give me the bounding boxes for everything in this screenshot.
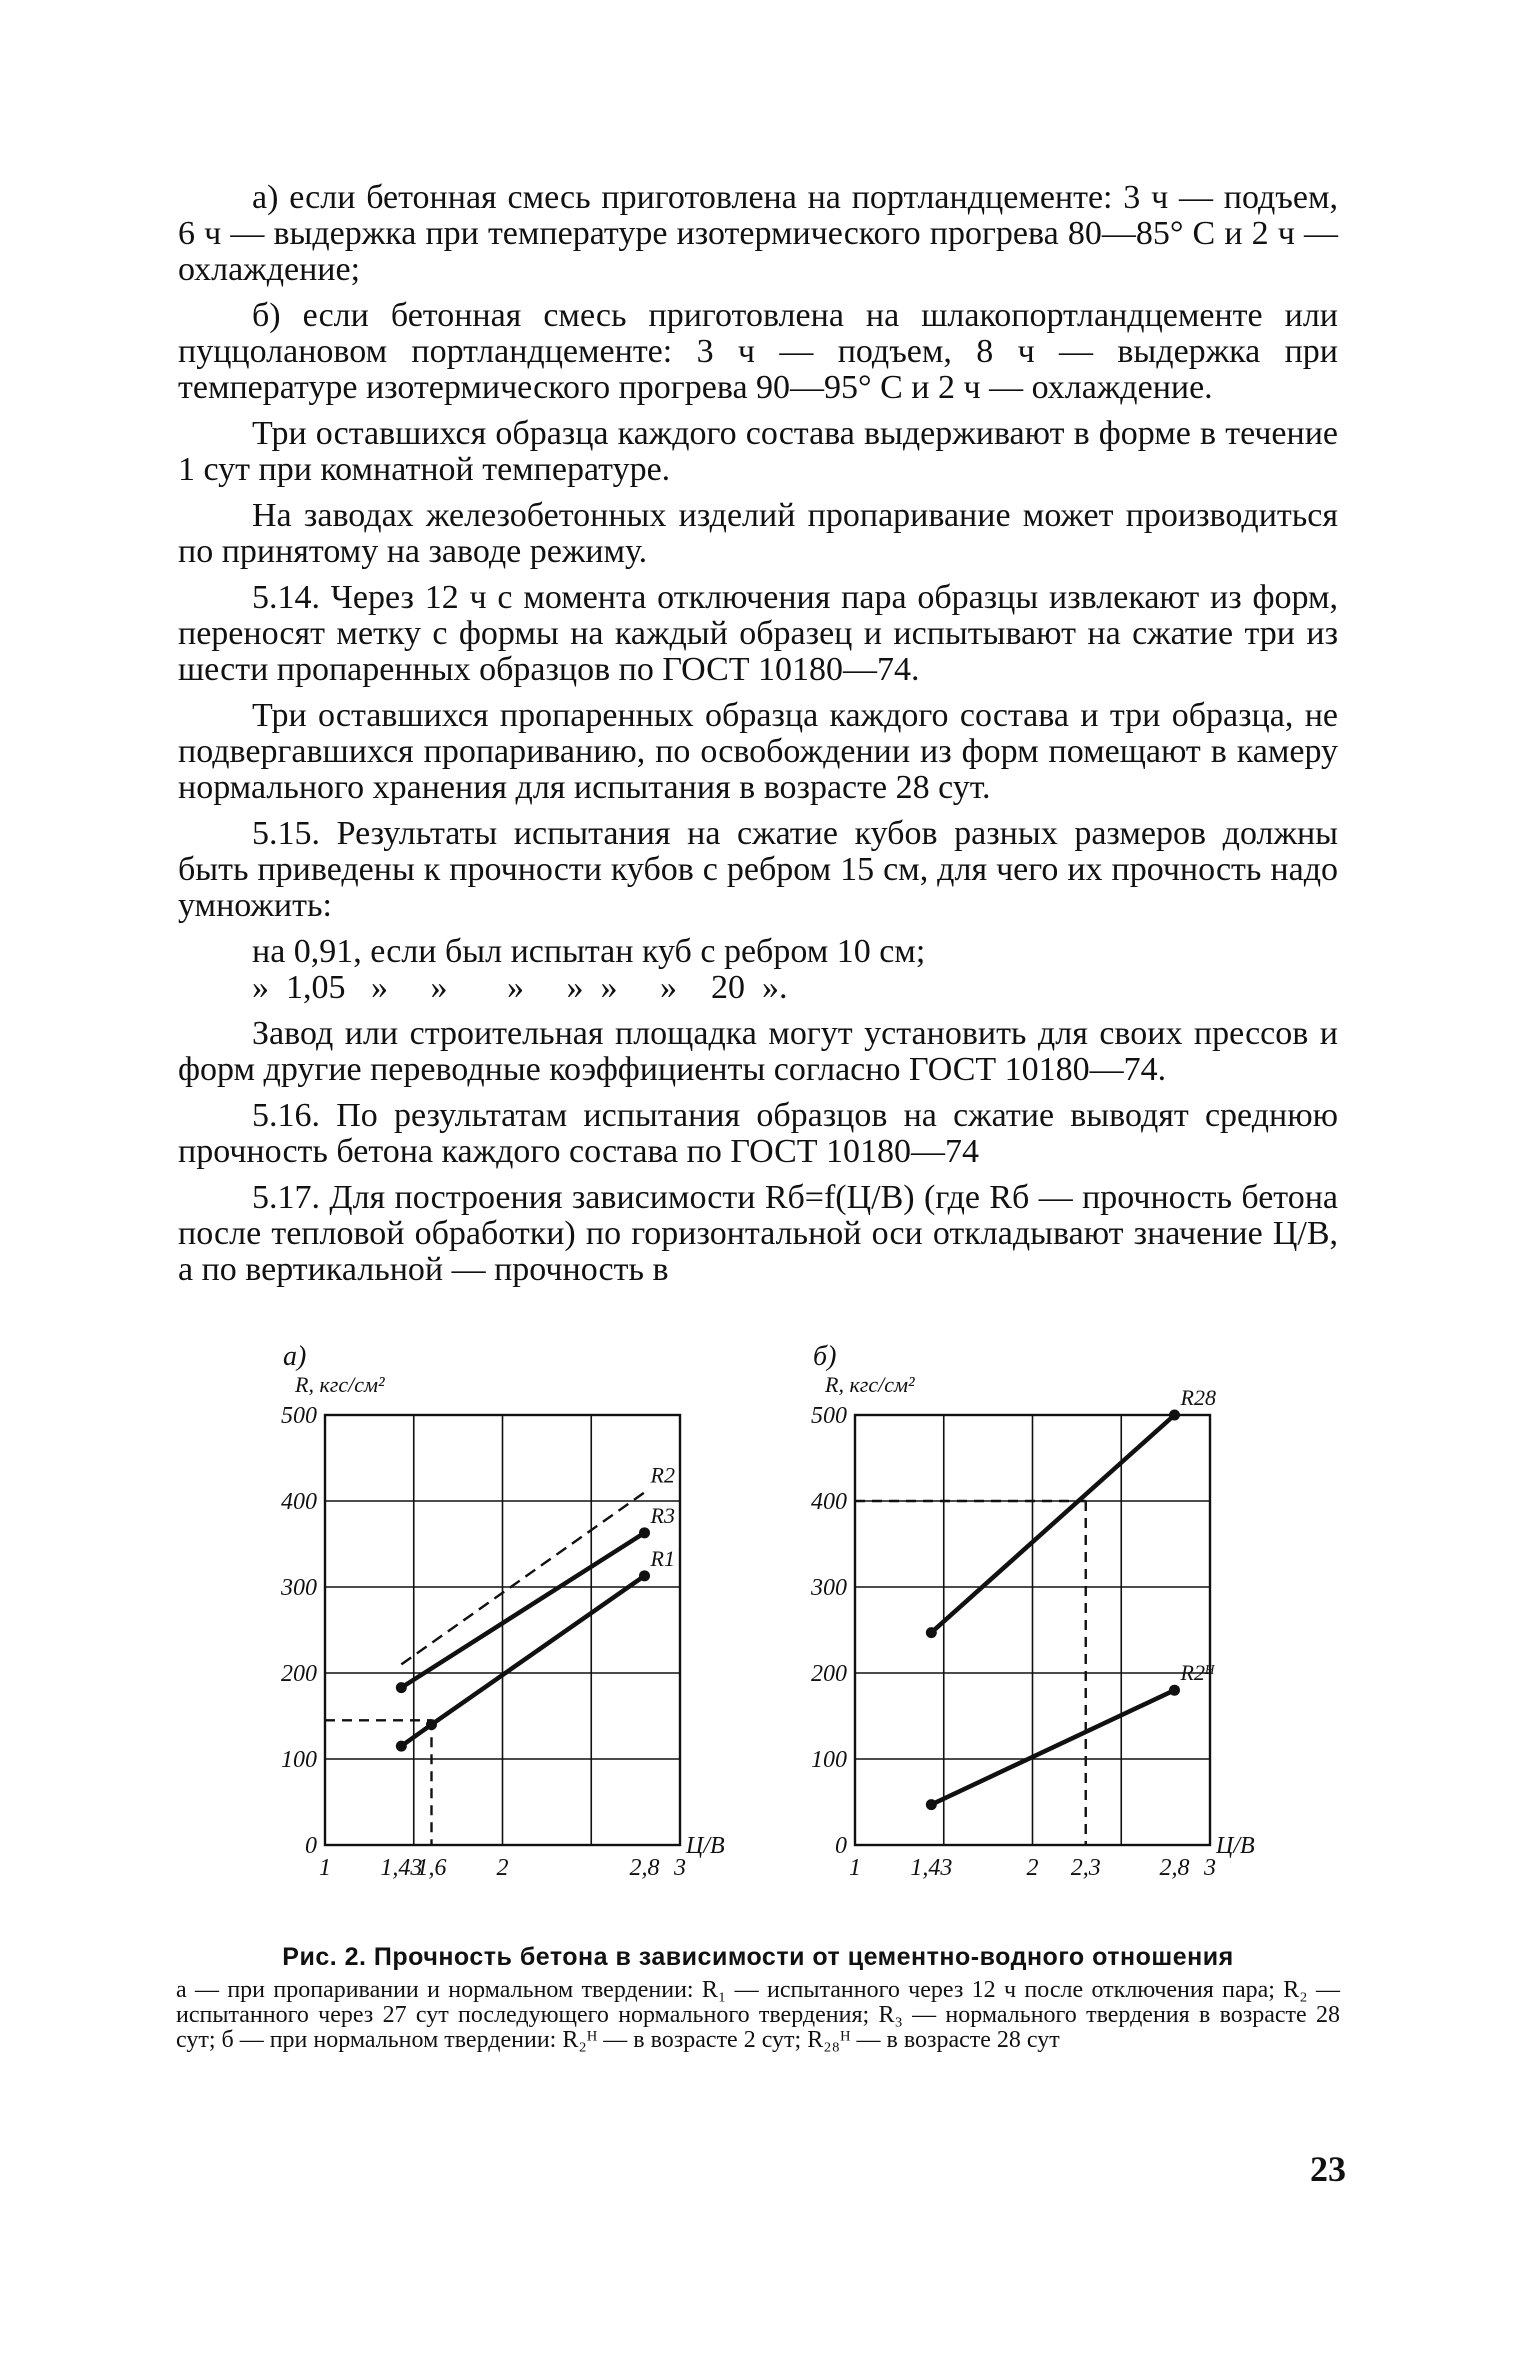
series-line-R1 [401,1576,644,1746]
y-tick-label: 400 [281,1489,317,1515]
y-tick-label: 0 [305,1833,317,1859]
panel-label: а) [283,1341,307,1372]
coefficient-line: » 1,05 » » » » » » 20 ». [252,969,788,1006]
caption-title: Рис. 2. Прочность бетона в зависимости от цементно-водного отношения [282,1943,1234,1971]
y-tick-label: 300 [811,1575,847,1601]
series-label-R1: R1 [650,1545,675,1571]
y-axis-label: R, кгс/см² [295,1372,385,1397]
series-label-R3: R3 [650,1502,675,1528]
paragraph: 5.14. Через 12 ч с момента отключения пара образцы извлекают из форм, переносят метку с формы на каждый образец и испытывают на сжатие три из шести пропаренных образцов по ГОСТ 10180—74. [178,579,1338,688]
data-point-R1 [639,1570,650,1581]
data-point-R28 [1169,1410,1180,1421]
series-label-R28: R28 [1180,1385,1216,1410]
chart-a [270,1330,740,1935]
paragraph: Три оставшихся пропаренных образца каждого состава и три образца, не подвергавшихся пропариванию, по освобождении из форм помещают в камеру нормального хранения для испытания в возрасте 28 сут. [178,697,1338,806]
page-number: 23 [1310,2149,1346,2189]
data-point-R1 [426,1719,437,1730]
x-tick-label: 2 [1026,1855,1039,1881]
y-tick-label: 200 [811,1661,847,1687]
data-point-R2ᴴ [1169,1685,1180,1696]
data-point-R3 [639,1527,650,1538]
data-point-R28 [926,1627,937,1638]
data-point-R2ᴴ [926,1799,937,1810]
series-label-R2: R2 [650,1462,675,1488]
paragraph: Три оставшихся образца каждого состава выдерживают в форме в течение 1 сут при комнатной температуре. [178,415,1338,488]
data-point-R1 [396,1741,407,1752]
x-tick-label: 1,43 [910,1855,953,1881]
paragraph: На заводах железобетонных изделий пропаривание может производиться по принятому на заводе режиму. [178,497,1338,570]
chart-a-svg [270,1330,740,1930]
y-tick-label: 500 [811,1403,847,1429]
paragraph: 5.15. Результаты испытания на сжатие кубов разных размеров должны быть приведены к прочности кубов с ребром 15 см, для чего их прочность надо умножить: [178,815,1338,924]
series-line-R3 [401,1533,644,1688]
x-tick-label: 2 [496,1855,509,1881]
panel-label: б) [813,1341,837,1372]
y-tick-label: 100 [811,1747,847,1773]
y-tick-label: 200 [281,1661,317,1687]
body-text-top [178,180,1338,1298]
y-tick-label: 400 [811,1489,847,1515]
chart-b [800,1330,1270,1935]
x-tick-label: 3 [1204,1855,1216,1881]
y-axis-label: R, кгс/см² [825,1372,915,1397]
paragraph: б) если бетонная смесь приготовлена на шлакопортландцементе или пуццолановом портландцементе: 3 ч — подъем, 8 ч — выдержка при температуре изотермического прогрева 90—95° С и 2 ч — охлаждение. [178,297,1338,406]
x-tick-label: 2,8 [1159,1855,1190,1881]
y-tick-label: 300 [281,1575,317,1601]
x-axis-label: Ц/В [1216,1833,1255,1859]
paragraph: 5.16. По результатам испытания образцов на сжатие выводят среднюю прочность бетона каждого состава по ГОСТ 10180—74 [178,1097,1338,1170]
y-tick-label: 100 [281,1747,317,1773]
chart-b-svg [800,1330,1270,1930]
series-line-R2ᴴ [931,1690,1174,1804]
x-tick-label: 1,43 [380,1855,423,1881]
series-line-R28 [931,1415,1174,1633]
paragraph: Завод или строительная площадка могут установить для своих прессов и форм другие переводные коэффициенты согласно ГОСТ 10180—74. [178,1015,1338,1088]
x-tick-label: 1,6 [416,1855,447,1881]
caption-text: а — при пропаривании и нормальном твердении: R₁ — испытанного через 12 ч после отключения пара; R₂ — испытанного через 27 сут последующего нормального твердения; R₃ — нормального твердения в возрасте 28 сут; б — при нормальном твердении: R₂ᴴ — в возрасте 2 сут; R₂₈ᴴ — в возрасте 28 сут [176,1977,1340,2053]
coefficient-list [178,934,1338,1006]
figure-caption [176,1945,1340,2053]
data-point-R3 [396,1682,407,1693]
paragraph: 5.17. Для построения зависимости Rб=f(Ц/В) (где Rб — прочность бетона после тепловой обработки) по горизонтальной оси откладывают значение Ц/В, а по вертикальной — прочность в [178,1179,1338,1288]
x-tick-label: 2,3 [1070,1855,1101,1881]
coefficient-line: на 0,91, если был испытан куб с ребром 10 см; [252,933,926,970]
paragraph: а) если бетонная смесь приготовлена на портландцементе: 3 ч — подъем, 6 ч — выдержка при температуре изотермического прогрева 80—85° С и 2 ч — охлаждение; [178,179,1338,288]
x-tick-label: 1 [319,1855,331,1881]
y-tick-label: 500 [281,1403,317,1429]
x-tick-label: 2,8 [629,1855,660,1881]
y-tick-label: 0 [835,1833,847,1859]
x-tick-label: 1 [849,1855,861,1881]
series-line-R2 [401,1492,644,1664]
x-axis-label: Ц/В [686,1833,725,1859]
x-tick-label: 3 [674,1855,686,1881]
series-label-R2ᴴ: R2ᴴ [1180,1660,1213,1686]
